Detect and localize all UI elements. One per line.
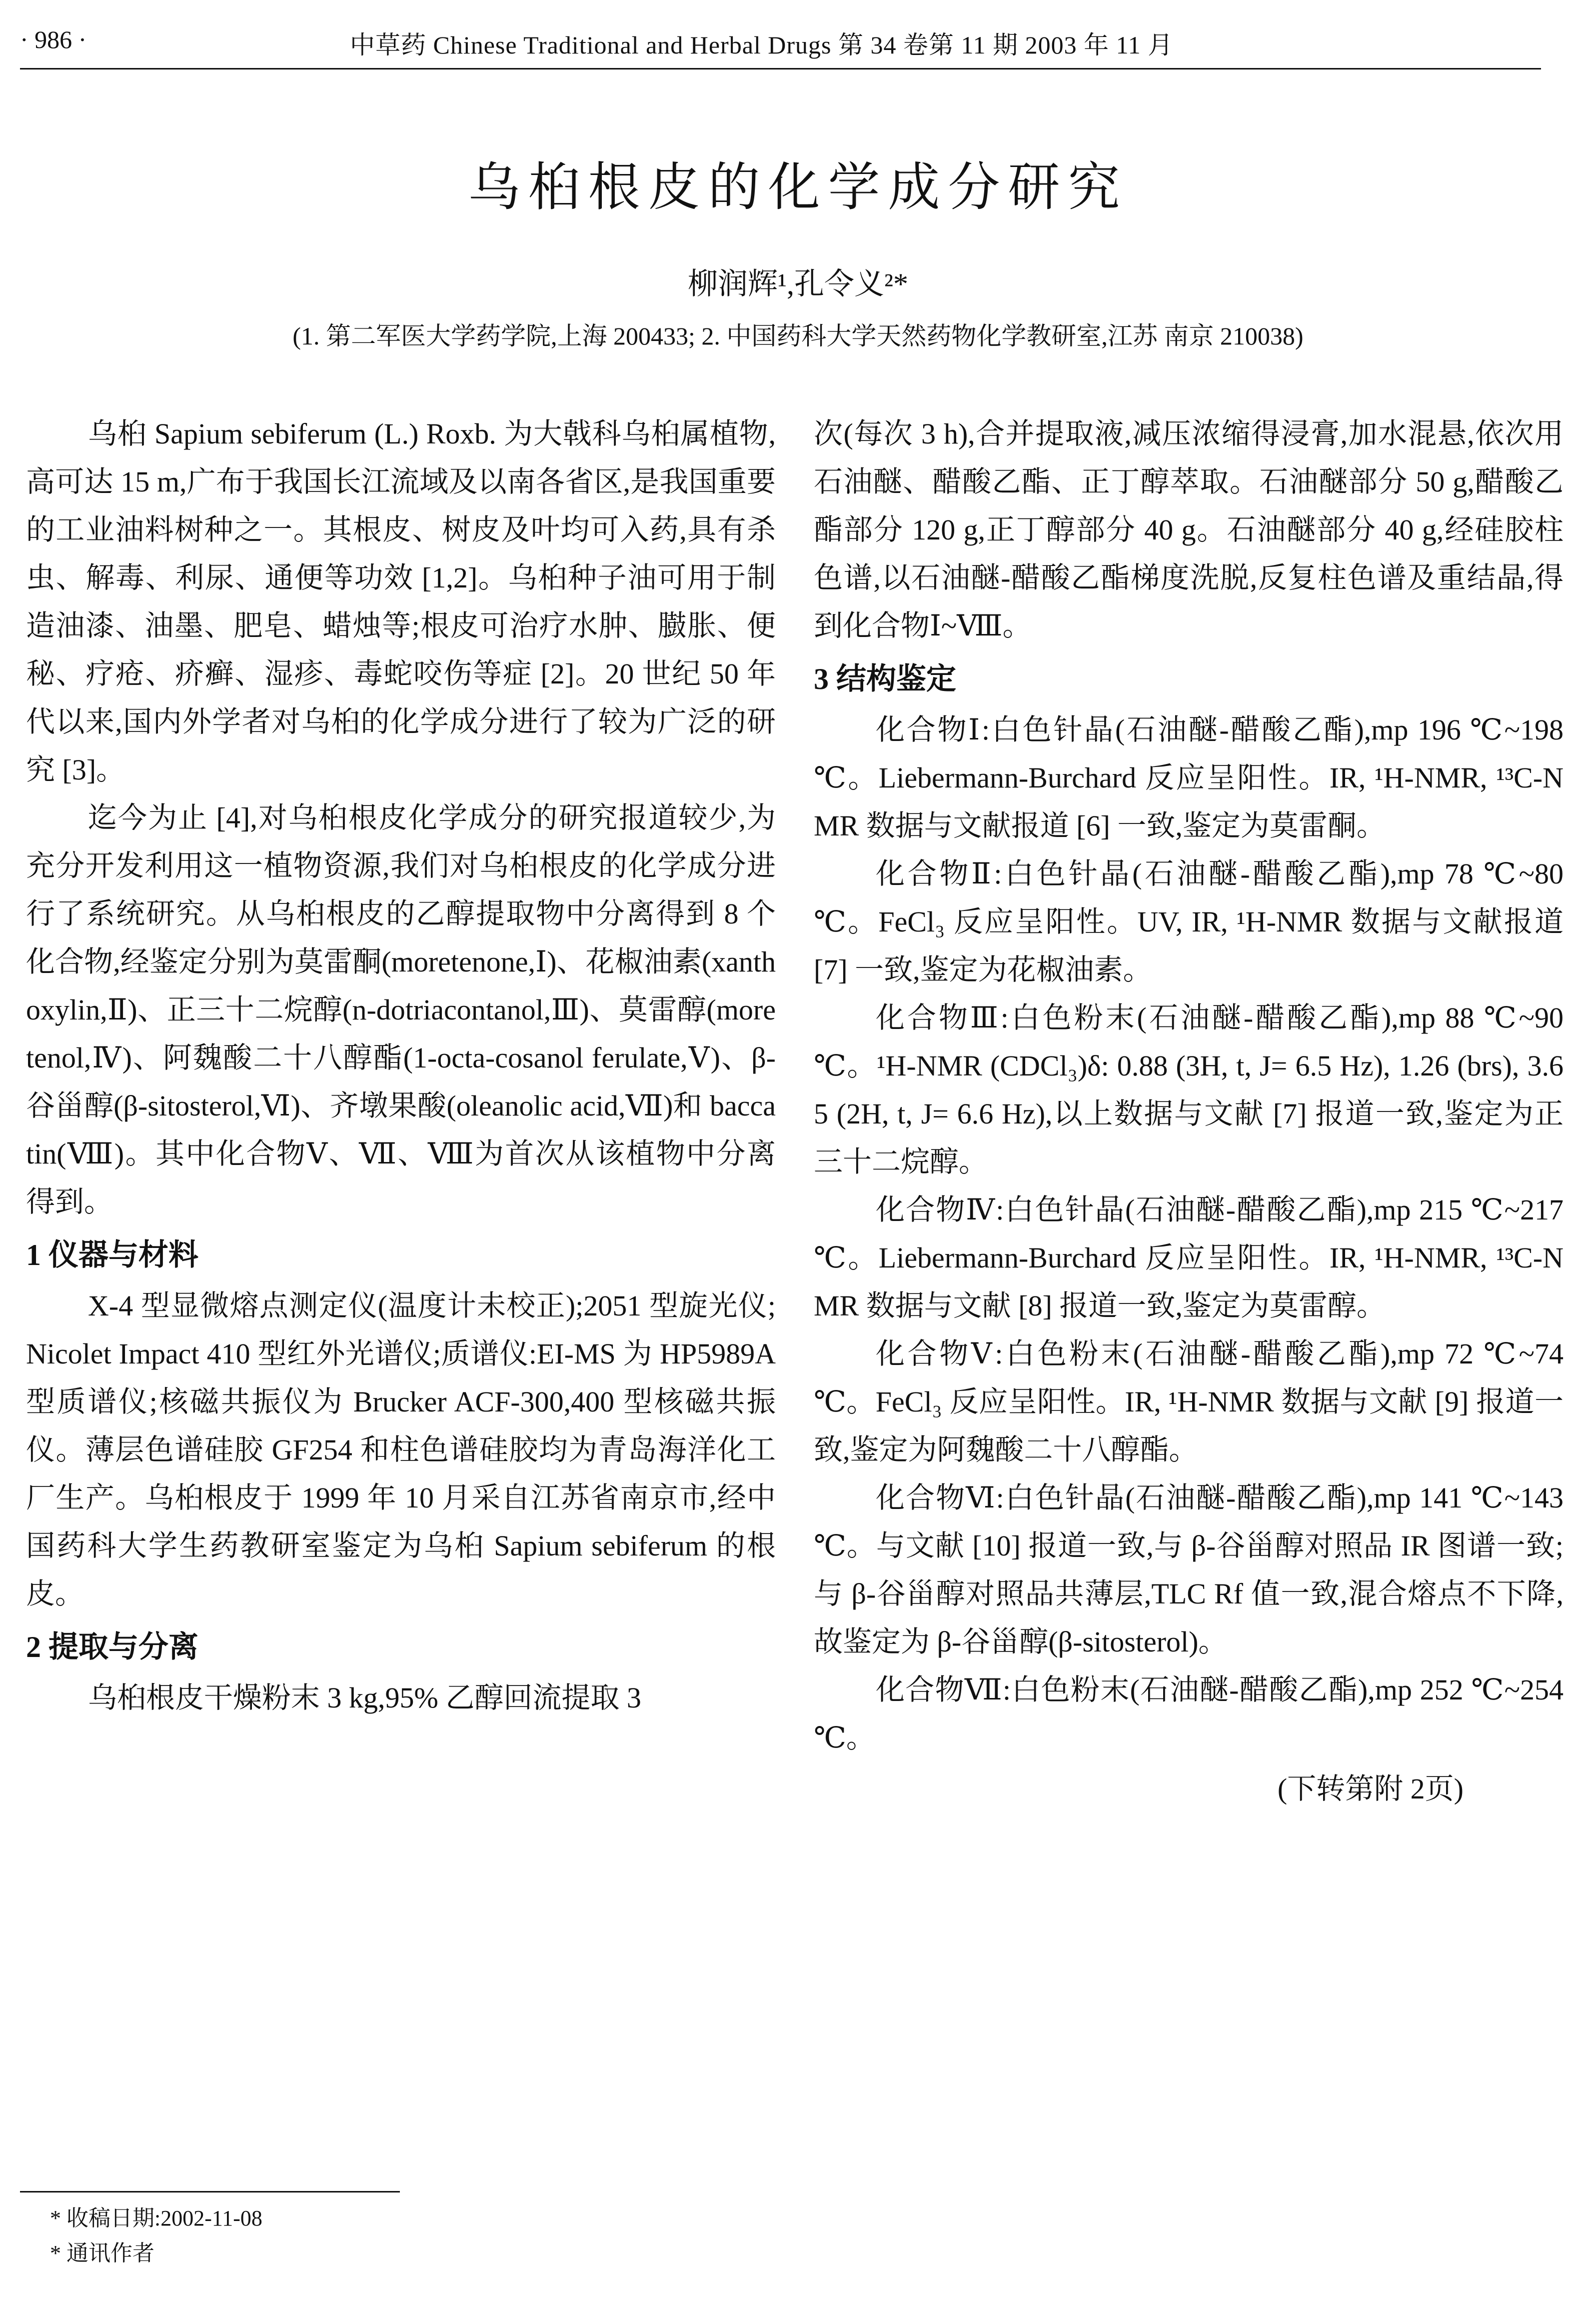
paper-title: 乌桕根皮的化学成分研究 [468, 159, 1128, 216]
right-column [814, 410, 1564, 1813]
section-2-continued: 次(每次 3 h),合并提取液,减压浓缩得浸膏,加水混悬,依次用石油醚、醋酸乙酯、正丁醇萃取。石油醚部分 50 g,醋酸乙酯部分 120 g,正丁醇部分 40 g。石油醚部分 40 g,经硅胶柱色谱,以石油醚-醋酸乙酯梯度洗脱,反复柱色谱及重结晶,得到化合物Ⅰ~Ⅷ。 [814, 418, 1564, 642]
running-header [20, 20, 1541, 70]
section-1-body: X-4 型显微熔点测定仪(温度计未校正);2051 型旋光仪;Nicolet Impact 410 型红外光谱仪;质谱仪:EI-MS 为 HP5989A 型质谱仪;核磁共振仪为 Brucker ACF-300,400 型核磁共振仪。薄层色谱硅胶 GF254 和柱色谱硅胶均为青岛海洋化工厂生产。乌桕根皮于 1999 年 10 月采自江苏省南京市,经中国药科大学生药教研室鉴定为乌桕 Sapium sebiferum 的根皮。 [26, 1290, 776, 1610]
compound-2-paragraph: 化合物Ⅱ:白色针晶(石油醚-醋酸乙酯),mp 78 ℃~80 ℃。FeCl₃ 反应呈阳性。UV, IR, ¹H-NMR 数据与文献报道 [7] 一致,鉴定为花椒油素。 [814, 858, 1564, 986]
left-column [26, 410, 776, 1722]
journal-info: 中草药 Chinese Traditional and Herbal Drugs 第 34 卷第 11 期 2003 年 11 月 [350, 31, 1174, 59]
section-3-heading: 3 结构鉴定 [814, 662, 956, 696]
section-2-body: 乌桕根皮干燥粉末 3 kg,95% 乙醇回流提取 3 [88, 1682, 641, 1714]
compound-6-paragraph: 化合物Ⅵ:白色针晶(石油醚-醋酸乙酯),mp 141 ℃~143 ℃。与文献 [10] 报道一致,与 β-谷甾醇对照品 IR 图谱一致;与 β-谷甾醇对照品共薄层,TLC Rf 值一致,混合熔点不下降,故鉴定为 β-谷甾醇(β-sitosterol)。 [814, 1482, 1564, 1658]
section-1-heading: 1 仪器与材料 [26, 1238, 198, 1272]
section-2-heading: 2 提取与分离 [26, 1630, 198, 1664]
continued-note: (下转第附 2页) [1277, 1772, 1464, 1805]
footnote-rule [20, 2191, 400, 2192]
footnote-corresponding-author: * 通讯作者 [50, 2241, 154, 2266]
intro-paragraph-2: 迄今为止 [4],对乌桕根皮化学成分的研究报道较少,为充分开发利用这一植物资源,我们对乌桕根皮的化学成分进行了系统研究。从乌桕根皮的乙醇提取物中分离得到 8 个化合物,经鉴定分别为莫雷酮(moretenone,Ⅰ)、花椒油素(xanthoxylin,Ⅱ)、正三十二烷醇(n-dotriacontanol,Ⅲ)、莫雷醇(moretenol,Ⅳ)、阿魏酸二十八醇酯(1-octa-cosanol ferulate,Ⅴ)、β-谷甾醇(β-sitosterol,Ⅵ)、齐墩果酸(oleanolic acid,Ⅶ)和 baccatin(Ⅷ)。其中化合物Ⅴ、Ⅶ、Ⅷ为首次从该植物中分离得到。 [26, 802, 776, 1218]
compound-5-paragraph: 化合物Ⅴ:白色粉末(石油醚-醋酸乙酯),mp 72 ℃~74 ℃。FeCl₃ 反应呈阳性。IR, ¹H-NMR 数据与文献 [9] 报道一致,鉴定为阿魏酸二十八醇酯。 [814, 1338, 1564, 1466]
compound-1-paragraph: 化合物Ⅰ:白色针晶(石油醚-醋酸乙酯),mp 196 ℃~198 ℃。Liebermann-Burchard 反应呈阳性。IR, ¹H-NMR, ¹³C-NMR 数据与文献报道 [6] 一致,鉴定为莫雷酮。 [814, 714, 1564, 842]
compound-4-paragraph: 化合物Ⅳ:白色针晶(石油醚-醋酸乙酯),mp 215 ℃~217 ℃。Liebermann-Burchard 反应呈阳性。IR, ¹H-NMR, ¹³C-NMR 数据与文献 [8] 报道一致,鉴定为莫雷醇。 [814, 1194, 1564, 1322]
paper-authors: 柳润辉¹,孔令义²* [688, 268, 908, 300]
intro-paragraph-1: 乌桕 Sapium sebiferum (L.) Roxb. 为大戟科乌桕属植物,高可达 15 m,广布于我国长江流域及以南各省区,是我国重要的工业油料树种之一。其根皮、树皮及叶均可入药,具有杀虫、解毒、利尿、通便等功效 [1,2]。乌桕种子油可用于制造油漆、油墨、肥皂、蜡烛等;根皮可治疗水肿、臌胀、便秘、疗疮、疥癣、湿疹、毒蛇咬伤等症 [2]。20 世纪 50 年代以来,国内外学者对乌桕的化学成分进行了较为广泛的研究 [3]。 [26, 418, 776, 786]
footnotes [50, 2201, 262, 2271]
footnote-received-date: * 收稿日期:2002-11-08 [50, 2206, 262, 2230]
paper-affiliation: (1. 第二军医大学药学院,上海 200433; 2. 中国药科大学天然药物化学教研室,江苏 南京 210038) [292, 322, 1304, 350]
compound-7-paragraph: 化合物Ⅶ:白色粉末(石油醚-醋酸乙酯),mp 252 ℃~254 ℃。 [814, 1674, 1564, 1754]
compound-3-paragraph: 化合物Ⅲ:白色粉末(石油醚-醋酸乙酯),mp 88 ℃~90 ℃。¹H-NMR (CDCl₃)δ: 0.88 (3H, t, J= 6.5 Hz), 1.26 (brs), 3.65 (2H, t, J= 6.6 Hz),以上数据与文献 [7] 报道一致,鉴定为正三十二烷醇。 [814, 1002, 1564, 1178]
page-number: · 986 · [20, 26, 87, 54]
